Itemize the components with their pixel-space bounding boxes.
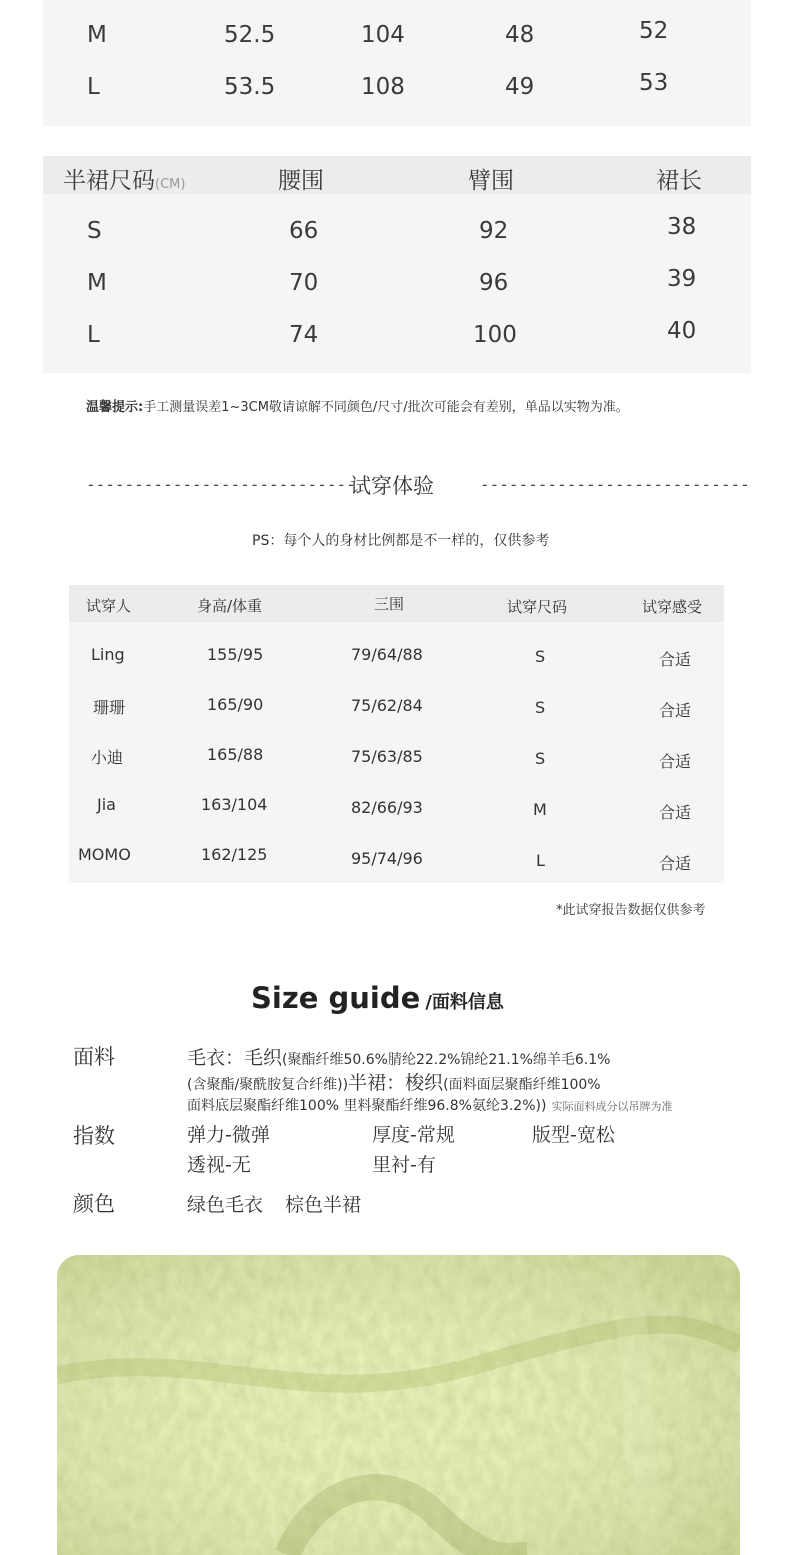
color-label: 颜色	[73, 1192, 115, 1216]
fabric-line-2	[187, 1068, 601, 1095]
table-cell: 75/62/84	[351, 696, 423, 715]
table-cell: 38	[667, 214, 697, 240]
table-cell: 39	[667, 266, 697, 292]
table-cell: 70	[289, 270, 319, 296]
size-label: S	[87, 218, 102, 244]
table-cell: 52	[639, 18, 669, 44]
table-cell: 合适	[659, 752, 692, 771]
size-label: L	[87, 74, 100, 100]
table-cell: 165/90	[207, 695, 264, 714]
index-item: 里衬-有	[372, 1154, 436, 1176]
fabric-line-1	[187, 1043, 610, 1070]
table-cell: 92	[479, 218, 509, 244]
tryon-table	[69, 585, 724, 883]
table-cell: 40	[667, 318, 697, 344]
table-cell: 100	[473, 322, 517, 348]
tip-label: 温馨提示:	[86, 400, 144, 415]
table-cell: 53	[639, 70, 669, 96]
column-header: 三围	[374, 595, 405, 613]
fabric-label: 面料	[73, 1045, 115, 1069]
table-cell: MOMO	[78, 845, 131, 864]
table-cell: 合适	[659, 701, 692, 720]
table-cell: 165/88	[207, 745, 264, 764]
knit-texture	[57, 1255, 740, 1555]
index-item: 版型-宽松	[532, 1124, 615, 1146]
table-cell: 79/64/88	[351, 645, 423, 664]
table-cell: M	[533, 800, 547, 819]
table-cell: 珊珊	[93, 698, 126, 717]
tip-text: 手工测量误差1~3CM敬请谅解不同颜色/尺寸/批次可能会有差别，单品以实物为准。	[143, 400, 629, 415]
column-header: 试穿感受	[642, 598, 703, 616]
table-cell: Jia	[97, 795, 116, 814]
table-cell: 66	[289, 218, 319, 244]
size-guide-title	[251, 981, 504, 1015]
table-cell: 合适	[659, 854, 692, 873]
skirt-size-title: 半裙尺码	[63, 168, 155, 194]
table-cell: 108	[361, 74, 405, 100]
table-cell: S	[535, 749, 546, 768]
table-cell: S	[535, 647, 546, 666]
table-cell: 163/104	[201, 795, 268, 814]
index-label: 指数	[73, 1124, 115, 1148]
table-cell: 162/125	[201, 845, 268, 864]
table-cell: 53.5	[224, 74, 276, 100]
table-cell: 74	[289, 322, 319, 348]
table-cell: 48	[505, 22, 535, 48]
table-cell: Ling	[91, 645, 125, 664]
size-guide-title-cn: /面料信息	[425, 992, 504, 1013]
table-cell: 96	[479, 270, 509, 296]
table-cell: S	[535, 698, 546, 717]
color-option: 棕色半裙	[285, 1194, 362, 1216]
fabric-line-3	[187, 1095, 673, 1115]
skirt-fabric-detail: (面料面层聚酯纤维100%	[443, 1077, 601, 1093]
index-item: 厚度-常规	[372, 1124, 455, 1146]
table-cell: 合适	[659, 803, 692, 822]
table-cell: 82/66/93	[351, 798, 423, 817]
size-label: L	[87, 322, 100, 348]
table-cell: L	[536, 851, 545, 870]
skirt-fabric: 半裙：梭织	[348, 1072, 444, 1094]
tryon-footnote: *此试穿报告数据仅供参考	[556, 903, 706, 918]
size-guide-title-en: Size guide	[251, 981, 421, 1015]
waist-heading: 腰围	[278, 168, 324, 194]
measurement-tip	[86, 396, 629, 415]
length-heading: 裙长	[656, 168, 702, 194]
table-cell: 104	[361, 22, 405, 48]
table-cell: 小迪	[91, 748, 124, 767]
size-label: M	[87, 270, 107, 296]
knit-fabric-photo	[57, 1255, 740, 1555]
tryon-title: 试穿体验	[350, 474, 434, 498]
skirt-fabric-detail-cont: 面料底层聚酯纤维100% 里料聚酯纤维96.8%氨纶3.2%))	[187, 1098, 547, 1114]
hip-heading: 臂围	[468, 168, 514, 194]
unit-label: (CM)	[155, 177, 186, 192]
table-cell: 52.5	[224, 22, 276, 48]
table-cell: 95/74/96	[351, 849, 423, 868]
tryon-ps: PS：每个人的身材比例都是不一样的，仅供参考	[252, 533, 550, 549]
sweater-fabric-detail: (聚酯纤维50.6%腈纶22.2%锦纶21.1%绵羊毛6.1%	[282, 1052, 611, 1068]
table-cell: 75/63/85	[351, 747, 423, 766]
table-cell: 合适	[659, 650, 692, 669]
column-header: 试穿尺码	[507, 598, 568, 616]
index-item: 透视-无	[187, 1154, 251, 1176]
column-header: 试穿人	[86, 597, 132, 615]
sweater-fabric-detail-cont: (含聚酯/聚酰胺复合纤维))	[187, 1077, 349, 1093]
fabric-disclaimer: 实际面料成分以吊牌为准	[551, 1100, 673, 1113]
table-cell: 155/95	[207, 645, 264, 664]
column-header: 身高/体重	[197, 597, 263, 615]
index-item: 弹力-微弹	[187, 1124, 270, 1146]
skirt-size-heading	[63, 162, 185, 195]
divider-right: ----------------------------	[480, 475, 750, 494]
color-option: 绿色毛衣	[187, 1194, 264, 1216]
divider-left: ----------------------------	[86, 475, 356, 494]
sweater-fabric: 毛衣：毛织	[187, 1047, 283, 1069]
table-cell: 49	[505, 74, 535, 100]
size-label: M	[87, 22, 107, 48]
